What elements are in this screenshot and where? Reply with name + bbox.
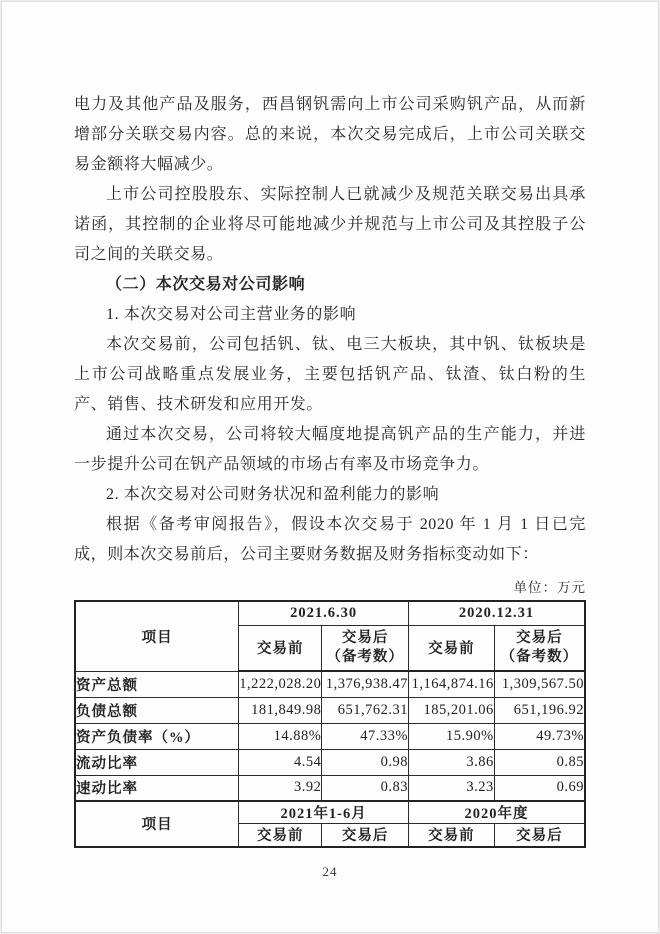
header-period-2020-annual: 2020年度 bbox=[409, 801, 585, 824]
row-label: 资产负债率（%） bbox=[75, 723, 239, 749]
cell-value: 3.86 bbox=[409, 749, 495, 775]
header-post-transaction-4: 交易后 bbox=[494, 824, 585, 847]
cell-value: 47.33% bbox=[322, 723, 409, 749]
header-period-2021-6-30: 2021.6.30 bbox=[239, 601, 409, 625]
cell-value: 651,196.92 bbox=[494, 697, 585, 723]
header-post-transaction-1 bbox=[322, 625, 409, 671]
cell-value: 1,309,567.50 bbox=[494, 671, 585, 697]
cell-value: 4.54 bbox=[239, 749, 322, 775]
header-pre-transaction-2: 交易前 bbox=[409, 625, 495, 671]
financial-comparison-table bbox=[74, 600, 586, 848]
cell-value: 651,762.31 bbox=[322, 697, 409, 723]
header-period-2021-h1: 2021年1-6月 bbox=[239, 801, 409, 824]
header-post-note: （备考数） bbox=[500, 648, 579, 665]
cell-value: 15.90% bbox=[409, 723, 495, 749]
header-post-label: 交易后 bbox=[341, 629, 389, 646]
page-number: 24 bbox=[322, 863, 338, 879]
cell-value: 0.69 bbox=[494, 775, 585, 801]
cell-value: 1,222,028.20 bbox=[239, 671, 322, 697]
cell-value: 14.88% bbox=[239, 723, 322, 749]
header-item: 项目 bbox=[75, 601, 239, 671]
row-label: 速动比率 bbox=[75, 775, 239, 801]
cell-value: 0.98 bbox=[322, 749, 409, 775]
paragraph-related-transactions: 电力及其他产品及服务，西昌钢钒需向上市公司采购钒产品，从而新增部分关联交易内容。总的来说，本次交易完成后，上市公司关联交易金额将大幅减少。 bbox=[74, 96, 586, 173]
header-pre-transaction-3: 交易前 bbox=[239, 824, 322, 847]
paragraph-commitment-letter: 上市公司控股股东、实际控制人已就减少及规范关联交易出具承诺函，其控制的企业将尽可能地减少并规范与上市公司及其控股子公司之间的关联交易。 bbox=[74, 186, 586, 263]
paragraph-business-after: 通过本次交易，公司将较大幅度地提高钒产品的生产能力，并进一步提升公司在钒产品领域的市场占有率及市场竞争力。 bbox=[74, 426, 586, 473]
paragraph-business-before: 本次交易前，公司包括钒、钛、电三大板块，其中钒、钛板块是上市公司战略重点发展业务，主要包括钒产品、钛渣、钛白粉的生产、销售、技术研发和应用开发。 bbox=[74, 336, 586, 413]
cell-value: 185,201.06 bbox=[409, 697, 495, 723]
cell-value: 3.92 bbox=[239, 775, 322, 801]
cell-value: 0.85 bbox=[494, 749, 585, 775]
document-page bbox=[2, 2, 658, 932]
header-post-transaction-3: 交易后 bbox=[322, 824, 409, 847]
row-label: 资产总额 bbox=[75, 671, 239, 697]
cell-value: 181,849.98 bbox=[239, 697, 322, 723]
header-pre-transaction-1: 交易前 bbox=[239, 625, 322, 671]
cell-value: 49.73% bbox=[494, 723, 585, 749]
header-period-2020-12-31: 2020.12.31 bbox=[409, 601, 585, 625]
table-row-quick-ratio bbox=[75, 775, 585, 801]
table-continuation-header-periods bbox=[75, 801, 585, 824]
page-content bbox=[74, 90, 586, 880]
header-post-transaction-2 bbox=[494, 625, 585, 671]
table-row-current-ratio bbox=[75, 749, 585, 775]
header-post-label: 交易后 bbox=[516, 629, 563, 646]
cell-value: 0.83 bbox=[322, 775, 409, 801]
item-2-financial-impact-title: 2. 本次交易对公司财务状况和盈利能力的影响 bbox=[106, 486, 440, 503]
unit-label: 单位：万元 bbox=[513, 580, 586, 595]
row-label: 负债总额 bbox=[75, 697, 239, 723]
table-row-total-liabilities bbox=[75, 697, 585, 723]
header-item: 项目 bbox=[75, 801, 239, 847]
table-row-debt-ratio bbox=[75, 723, 585, 749]
row-label: 流动比率 bbox=[75, 749, 239, 775]
cell-value: 1,164,874.16 bbox=[409, 671, 495, 697]
cell-value: 1,376,938.47 bbox=[322, 671, 409, 697]
section-heading-impact: （二）本次交易对公司影响 bbox=[106, 276, 306, 293]
header-pre-transaction-4: 交易前 bbox=[409, 824, 495, 847]
table-row-total-assets bbox=[75, 671, 585, 697]
cell-value: 3.23 bbox=[409, 775, 495, 801]
paragraph-finance-intro: 根据《备考审阅报告》，假设本次交易于 2020 年 1 月 1 日已完成，则本次交易前后，公司主要财务数据及财务指标变动如下： bbox=[74, 516, 586, 563]
table-header-row-periods bbox=[75, 601, 585, 625]
header-post-note: （备考数） bbox=[326, 648, 404, 665]
item-1-main-business-title: 1. 本次交易对公司主营业务的影响 bbox=[106, 306, 357, 323]
